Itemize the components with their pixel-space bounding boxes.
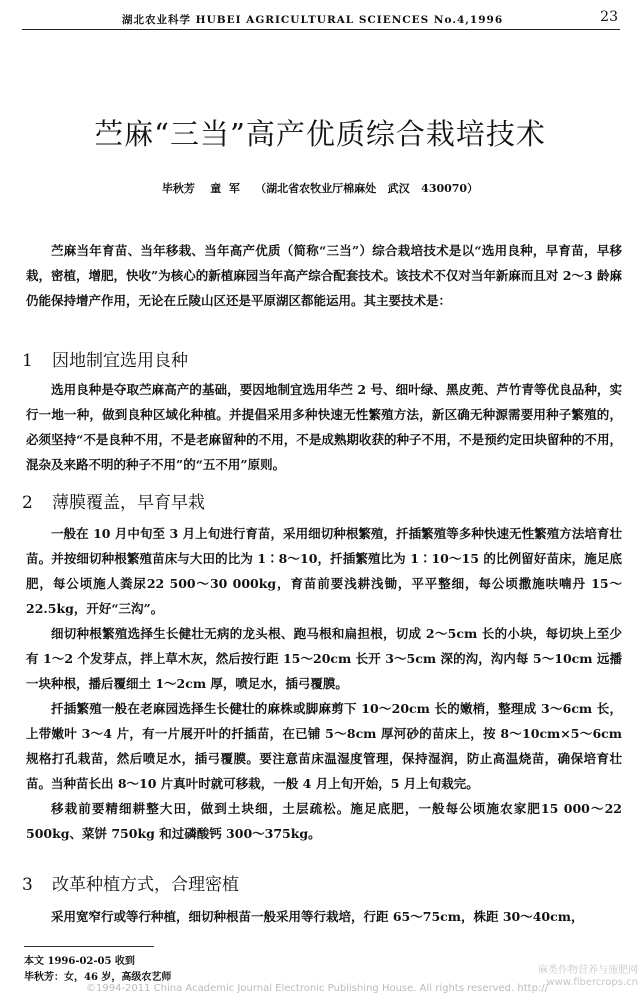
author-byline: 毕秋芳 童 军 （湖北省农牧业厅棉麻处 武汉 430070） (161, 182, 479, 195)
footnote-author: 毕秋芳：女，46 岁，高级农艺师 (24, 972, 172, 983)
footnote-received: 本文 1996-02-05 收到 (24, 956, 135, 967)
section-2-paragraph-1: 一般在 10 月中旬至 3 月上旬进行育苗，采用细切种根繁殖，扦插繁殖等多种快速无性繁殖方法培育壮苗。并按细切种根繁殖苗床与大田的比为 1∶8～10，扦插繁殖比为 1∶10～15 的比例留好苗床，施足底肥，每公顷施人粪尿22 500～30 000kg，育苗前要浅耕浅锄，平平整细，每公顷撒施呋喃丹 15～22.5kg，开好“三沟”。 (26, 526, 622, 616)
section-title: 因地制宜选用良种 (52, 351, 188, 371)
section-2-paragraph-5: 移栽前要精细耕整大田，做到土块细，土层疏松。施足底肥，一般每公顷施农家肥15 000～22 500kg、菜饼 750kg 和过磷酸钙 300～375kg。 (26, 801, 622, 841)
section-heading-2 (22, 488, 205, 513)
copyright-line: ©1994-2011 China Academic Journal Electronic Publishing House. All rights reserved. http:// (86, 983, 549, 994)
section-1-paragraph: 选用良种是夺取苎麻高产的基础，要因地制宜选用华苎 2 号、细叶绿、黑皮蔸、芦竹青等优良品种，实行一地一种，做到良种区域化种植。并提倡采用多种快速无性繁殖方法，新区确无种源需要用种子繁殖的，必须坚持“不是良种不用，不是老麻留种的不用，不是成熟期收获的种子不用，不是预约定田块留种的不用，混杂及来路不明的种子不用”的“五不用”原则。 (26, 382, 622, 472)
section-title: 改革种植方式，合理密植 (52, 875, 239, 895)
article-title: 苎麻“三当”高产优质综合栽培技术 (94, 117, 546, 151)
running-header (22, 8, 620, 30)
section-heading-1 (22, 346, 188, 371)
section-2-paragraph-2: 细切种根繁殖选择生长健壮无病的龙头根、跑马根和扁担根，切成 2～5cm 长的小块，每切块上至少有 1～2 个发芽点，拌上草木灰，然后按行距 15～20cm 长开 3～5cm 深的沟，沟内每 5～10cm 远播一块种根，播后覆细土 1～2cm 厚，喷足水，插弓覆膜。 (26, 626, 622, 691)
page-number: 23 (600, 9, 618, 25)
section-2-paragraph-3: 扦插繁殖一般在老麻园选择生长健壮的麻株或脚麻剪下 10～20cm 长的嫩梢，整理成 3～6cm 长，上带嫩叶 3～4 片，有一片展开叶的扦插苗，在已铺 5～8cm 厚河砂的苗床上，按 8～10cm×5～6cm 规格打孔栽苗，然后喷足水，插弓覆膜。要注意苗床温湿度管理，保持湿润，防止高温烧苗，确保培育壮苗。 (26, 701, 622, 791)
footnote-divider (24, 946, 154, 947)
section-2-paragraph-4: 当种苗长出 8～10 片真叶时就可移栽，一般 4 月上旬开始，5 月上旬栽完。 (51, 776, 479, 791)
section-heading-3 (22, 870, 239, 895)
section-number: 2 (22, 493, 33, 513)
intro-paragraph: 苎麻当年育苗、当年移栽、当年高产优质（简称“三当”）综合栽培技术是以“选用良种，早育苗，早移栽，密植，增肥，快收”为核心的新植麻园当年高产综合配套技术。该技术不仅对当年新麻而且对 2～3 龄麻仍能保持增产作用，无论在丘陵山区还是平原湖区都能运用。其主要技术是： (26, 243, 622, 308)
site-watermark (538, 965, 638, 989)
watermark-line-2: www.fibercrops.cn (546, 977, 638, 988)
section-3-paragraph: 采用宽窄行或等行种植，细切种根苗一般采用等行栽培，行距 65～75cm，株距 30～40cm， (51, 909, 584, 924)
section-title: 薄膜覆盖，早育早栽 (52, 493, 205, 513)
watermark-line-1: 麻类作物营养与施肥网 (538, 965, 638, 976)
journal-header: 湖北农业科学 HUBEI AGRICULTURAL SCIENCES No.4,1996 (122, 14, 504, 26)
section-number: 1 (22, 351, 33, 371)
section-number: 3 (22, 875, 33, 895)
